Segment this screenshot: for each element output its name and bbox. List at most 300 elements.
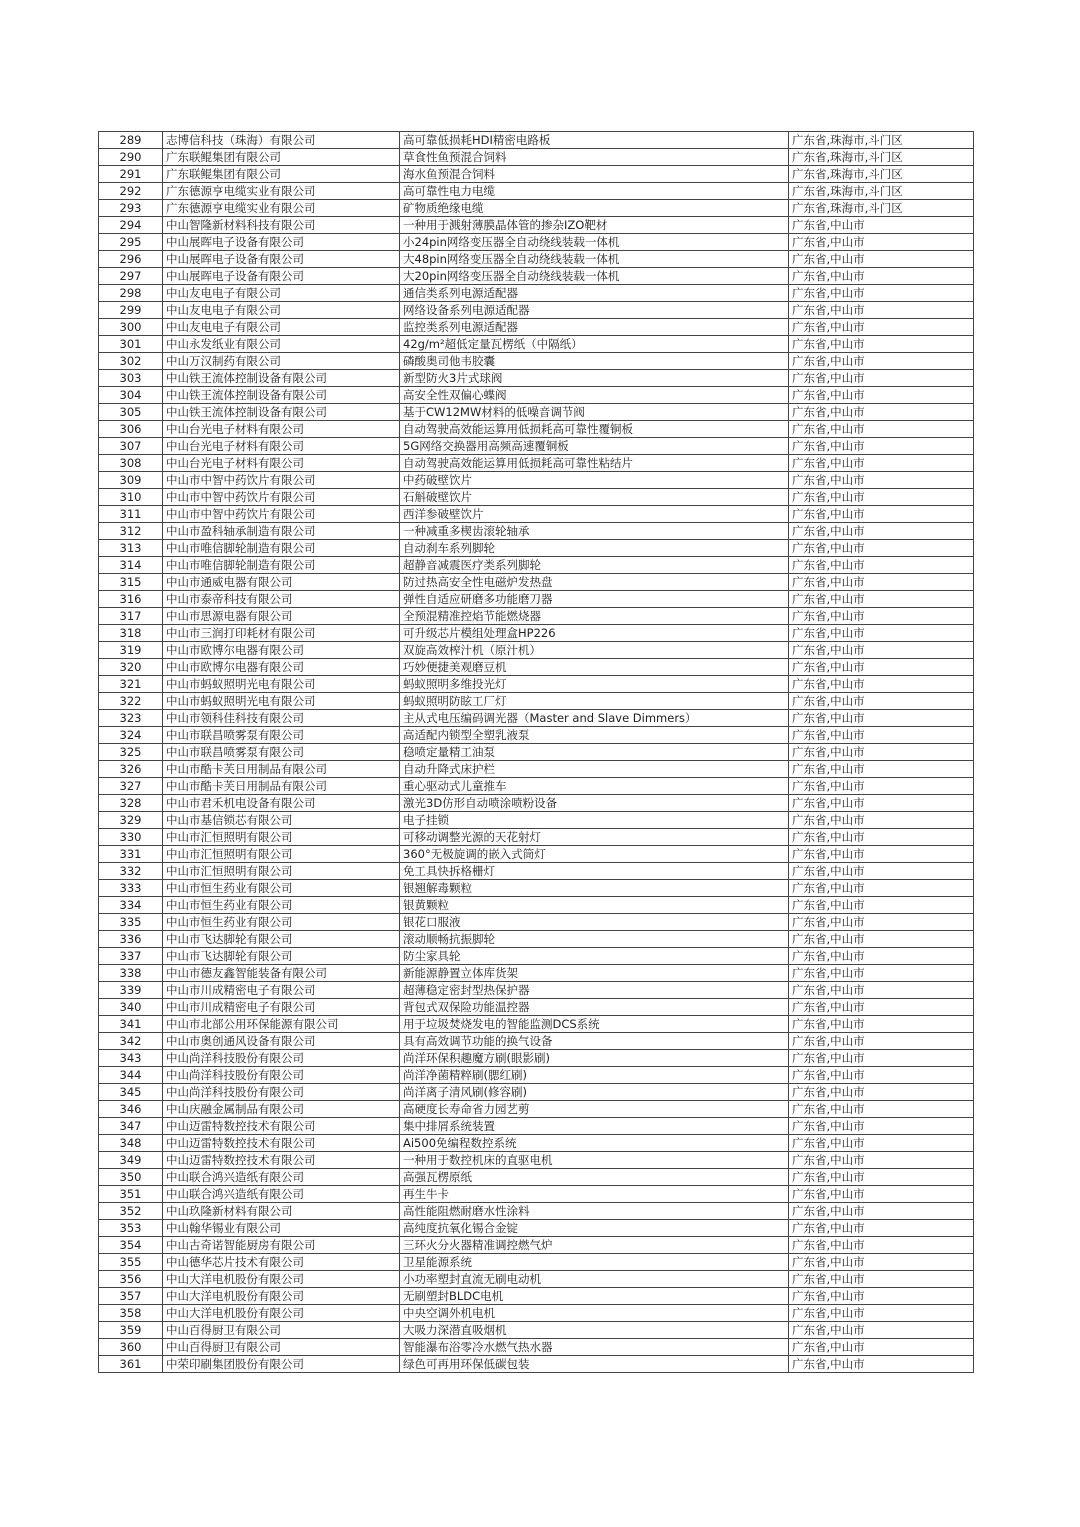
table-row	[99, 489, 974, 506]
company-name: 中山万汉制药有限公司	[163, 353, 400, 370]
table-row	[99, 880, 974, 897]
region: 广东省,中山市	[789, 812, 974, 829]
row-number: 314	[99, 557, 163, 574]
table-row	[99, 438, 974, 455]
row-number: 328	[99, 795, 163, 812]
table-row	[99, 1169, 974, 1186]
row-number: 331	[99, 846, 163, 863]
region: 广东省,中山市	[789, 1186, 974, 1203]
row-number: 289	[99, 132, 163, 149]
company-name: 广东德源亨电缆实业有限公司	[163, 200, 400, 217]
company-name: 中山迈雷特数控技术有限公司	[163, 1118, 400, 1135]
product-name: 42g/m²超低定量瓦楞纸（中隔纸）	[400, 336, 789, 353]
product-name: 银黄颗粒	[400, 897, 789, 914]
row-number: 342	[99, 1033, 163, 1050]
product-name: 超薄稳定密封型热保护器	[400, 982, 789, 999]
table-row	[99, 931, 974, 948]
row-number: 306	[99, 421, 163, 438]
row-number: 354	[99, 1237, 163, 1254]
row-number: 304	[99, 387, 163, 404]
company-name: 中山古奇诺智能厨房有限公司	[163, 1237, 400, 1254]
company-name: 广东联鲲集团有限公司	[163, 166, 400, 183]
table-row	[99, 251, 974, 268]
table-row	[99, 387, 974, 404]
product-name: 高适配内锁型全塑乳液泵	[400, 727, 789, 744]
table-row	[99, 914, 974, 931]
table-row	[99, 540, 974, 557]
product-name: 360°无极旋调的嵌入式筒灯	[400, 846, 789, 863]
table-row	[99, 370, 974, 387]
product-name: 尚洋离子清风刷(修容刷)	[400, 1084, 789, 1101]
row-number: 333	[99, 880, 163, 897]
company-name: 中山台光电子材料有限公司	[163, 438, 400, 455]
product-name: 免工具快拆格栅灯	[400, 863, 789, 880]
table-row	[99, 1033, 974, 1050]
product-name: 5G网络交换器用高频高速覆铜板	[400, 438, 789, 455]
row-number: 326	[99, 761, 163, 778]
table-row	[99, 1356, 974, 1373]
row-number: 361	[99, 1356, 163, 1373]
table-row	[99, 149, 974, 166]
company-name: 中山市恒生药业有限公司	[163, 914, 400, 931]
table-row	[99, 846, 974, 863]
product-name: 三环火分火器精准调控燃气炉	[400, 1237, 789, 1254]
table-row	[99, 1016, 974, 1033]
company-name: 中山大洋电机股份有限公司	[163, 1271, 400, 1288]
product-name: 自动驾驶高效能运算用低损耗高可靠性粘结片	[400, 455, 789, 472]
table-row	[99, 710, 974, 727]
company-name: 中山市恒生药业有限公司	[163, 897, 400, 914]
product-name: 滚动顺畅抗振脚轮	[400, 931, 789, 948]
table-row	[99, 982, 974, 999]
row-number: 317	[99, 608, 163, 625]
region: 广东省,中山市	[789, 1118, 974, 1135]
product-name: 草食性鱼预混合饲料	[400, 149, 789, 166]
product-name: 磷酸奥司他韦胶囊	[400, 353, 789, 370]
company-name: 中山市中智中药饮片有限公司	[163, 506, 400, 523]
table-row	[99, 1305, 974, 1322]
region: 广东省,中山市	[789, 1305, 974, 1322]
row-number: 303	[99, 370, 163, 387]
company-name: 中山德华芯片技术有限公司	[163, 1254, 400, 1271]
region: 广东省,中山市	[789, 982, 974, 999]
company-name: 中山迈雷特数控技术有限公司	[163, 1152, 400, 1169]
product-name: 智能瀑布浴零冷水燃气热水器	[400, 1339, 789, 1356]
region: 广东省,中山市	[789, 1067, 974, 1084]
product-name: 一种减重多楔齿滚轮轴承	[400, 523, 789, 540]
row-number: 297	[99, 268, 163, 285]
product-name: 通信类系列电源适配器	[400, 285, 789, 302]
region: 广东省,中山市	[789, 1016, 974, 1033]
table-row	[99, 200, 974, 217]
region: 广东省,中山市	[789, 1084, 974, 1101]
table-row	[99, 574, 974, 591]
region: 广东省,中山市	[789, 1339, 974, 1356]
product-name: 双旋高效榨汁机（原汁机）	[400, 642, 789, 659]
company-name: 中山友电电子有限公司	[163, 285, 400, 302]
product-name: 尚洋净菌精粹刷(腮红刷)	[400, 1067, 789, 1084]
table-row	[99, 132, 974, 149]
region: 广东省,中山市	[789, 268, 974, 285]
table-row	[99, 1152, 974, 1169]
table-row	[99, 166, 974, 183]
product-name: 银花口服液	[400, 914, 789, 931]
table-row	[99, 1271, 974, 1288]
product-name: 防尘家具轮	[400, 948, 789, 965]
product-name: 中央空调外机电机	[400, 1305, 789, 1322]
product-name: 矿物质绝缘电缆	[400, 200, 789, 217]
product-name: 蚂蚁照明防眩工厂灯	[400, 693, 789, 710]
table-row	[99, 608, 974, 625]
region: 广东省,中山市	[789, 1050, 974, 1067]
region: 广东省,中山市	[789, 404, 974, 421]
company-name: 中山市飞达脚轮有限公司	[163, 948, 400, 965]
table-row	[99, 625, 974, 642]
company-name: 中山铁王流体控制设备有限公司	[163, 370, 400, 387]
product-name: 主从式电压编码调光器（Master and Slave Dimmers）	[400, 710, 789, 727]
row-number: 294	[99, 217, 163, 234]
table-row	[99, 217, 974, 234]
region: 广东省,中山市	[789, 1271, 974, 1288]
region: 广东省,中山市	[789, 710, 974, 727]
region: 广东省,中山市	[789, 880, 974, 897]
company-name: 中山市飞达脚轮有限公司	[163, 931, 400, 948]
row-number: 335	[99, 914, 163, 931]
table-row	[99, 421, 974, 438]
product-name: 大20pin网络变压器全自动绕线装载一体机	[400, 268, 789, 285]
region: 广东省,中山市	[789, 965, 974, 982]
region: 广东省,中山市	[789, 523, 974, 540]
company-name: 中山市领科佳科技有限公司	[163, 710, 400, 727]
company-name: 中山市思源电器有限公司	[163, 608, 400, 625]
table-row	[99, 1322, 974, 1339]
region: 广东省,中山市	[789, 897, 974, 914]
table-row	[99, 523, 974, 540]
table-row	[99, 863, 974, 880]
region: 广东省,中山市	[789, 1356, 974, 1373]
company-name: 中山百得厨卫有限公司	[163, 1322, 400, 1339]
region: 广东省,中山市	[789, 778, 974, 795]
company-name: 中山翰华锡业有限公司	[163, 1220, 400, 1237]
region: 广东省,中山市	[789, 1101, 974, 1118]
region: 广东省,中山市	[789, 761, 974, 778]
region: 广东省,中山市	[789, 472, 974, 489]
row-number: 301	[99, 336, 163, 353]
company-name: 中山市恒生药业有限公司	[163, 880, 400, 897]
product-name: 可移动调整光源的天花射灯	[400, 829, 789, 846]
row-number: 356	[99, 1271, 163, 1288]
company-name: 中山市通威电器有限公司	[163, 574, 400, 591]
company-name: 中山百得厨卫有限公司	[163, 1339, 400, 1356]
company-name: 中山市中智中药饮片有限公司	[163, 472, 400, 489]
region: 广东省,中山市	[789, 217, 974, 234]
product-name: 石斛破壁饮片	[400, 489, 789, 506]
row-number: 360	[99, 1339, 163, 1356]
table-row	[99, 948, 974, 965]
row-number: 292	[99, 183, 163, 200]
company-name: 中山台光电子材料有限公司	[163, 455, 400, 472]
region: 广东省,珠海市,斗门区	[789, 132, 974, 149]
region: 广东省,中山市	[789, 693, 974, 710]
region: 广东省,中山市	[789, 302, 974, 319]
product-name: 蚂蚁照明多维投光灯	[400, 676, 789, 693]
row-number: 338	[99, 965, 163, 982]
product-name: 一种用于溅射薄膜晶体管的掺杂IZO靶材	[400, 217, 789, 234]
product-name: 高可靠低损耗HDI精密电路板	[400, 132, 789, 149]
row-number: 332	[99, 863, 163, 880]
product-name: 高强瓦楞原纸	[400, 1169, 789, 1186]
row-number: 318	[99, 625, 163, 642]
region: 广东省,珠海市,斗门区	[789, 183, 974, 200]
table-row	[99, 693, 974, 710]
company-name: 中山市蚂蚁照明光电有限公司	[163, 676, 400, 693]
row-number: 308	[99, 455, 163, 472]
row-number: 330	[99, 829, 163, 846]
region: 广东省,中山市	[789, 234, 974, 251]
region: 广东省,中山市	[789, 948, 974, 965]
product-name: 新能源静置立体库货架	[400, 965, 789, 982]
table-row	[99, 1288, 974, 1305]
product-name: 大48pin网络变压器全自动绕线装载一体机	[400, 251, 789, 268]
table-row	[99, 999, 974, 1016]
row-number: 351	[99, 1186, 163, 1203]
company-name: 中山庆融金属制品有限公司	[163, 1101, 400, 1118]
table-row	[99, 319, 974, 336]
table-row	[99, 1067, 974, 1084]
company-name: 中山展晖电子设备有限公司	[163, 251, 400, 268]
region: 广东省,中山市	[789, 336, 974, 353]
region: 广东省,中山市	[789, 829, 974, 846]
company-name: 中山联合鸿兴造纸有限公司	[163, 1169, 400, 1186]
table-row	[99, 285, 974, 302]
row-number: 305	[99, 404, 163, 421]
row-number: 307	[99, 438, 163, 455]
table-row	[99, 268, 974, 285]
region: 广东省,中山市	[789, 795, 974, 812]
row-number: 355	[99, 1254, 163, 1271]
region: 广东省,中山市	[789, 1203, 974, 1220]
company-name: 中山市欧博尔电器有限公司	[163, 642, 400, 659]
row-number: 315	[99, 574, 163, 591]
region: 广东省,中山市	[789, 353, 974, 370]
company-name: 中山友电电子有限公司	[163, 302, 400, 319]
product-name: 大吸力深潜直吸烟机	[400, 1322, 789, 1339]
region: 广东省,中山市	[789, 999, 974, 1016]
product-name: 高性能阻燃耐磨水性涂料	[400, 1203, 789, 1220]
company-name: 中山市汇恒照明有限公司	[163, 829, 400, 846]
table-row	[99, 1203, 974, 1220]
region: 广东省,中山市	[789, 931, 974, 948]
product-name: 可升级芯片模组处理盒HP226	[400, 625, 789, 642]
row-number: 334	[99, 897, 163, 914]
table-row	[99, 795, 974, 812]
row-number: 299	[99, 302, 163, 319]
product-name: 防过热高安全性电磁炉发热盘	[400, 574, 789, 591]
product-name: 基于CW12MW材料的低噪音调节阀	[400, 404, 789, 421]
region: 广东省,中山市	[789, 1033, 974, 1050]
row-number: 350	[99, 1169, 163, 1186]
row-number: 341	[99, 1016, 163, 1033]
row-number: 309	[99, 472, 163, 489]
row-number: 352	[99, 1203, 163, 1220]
product-name: Ai500免编程数控系统	[400, 1135, 789, 1152]
table-row	[99, 1135, 974, 1152]
product-name: 小24pin网络变压器全自动绕线装载一体机	[400, 234, 789, 251]
row-number: 295	[99, 234, 163, 251]
company-name: 中山市蚂蚁照明光电有限公司	[163, 693, 400, 710]
company-name: 中山市联昌喷雾泵有限公司	[163, 744, 400, 761]
company-name: 广东联鲲集团有限公司	[163, 149, 400, 166]
table-row	[99, 965, 974, 982]
region: 广东省,中山市	[789, 676, 974, 693]
table-row	[99, 676, 974, 693]
product-name: 无刷塑封BLDC电机	[400, 1288, 789, 1305]
company-name: 中山展晖电子设备有限公司	[163, 268, 400, 285]
product-name: 银翘解毒颗粒	[400, 880, 789, 897]
product-name: 巧妙便捷美观磨豆机	[400, 659, 789, 676]
row-number: 319	[99, 642, 163, 659]
region: 广东省,中山市	[789, 319, 974, 336]
product-name: 网络设备系列电源适配器	[400, 302, 789, 319]
company-name: 中山尚洋科技股份有限公司	[163, 1067, 400, 1084]
table-row	[99, 829, 974, 846]
region: 广东省,中山市	[789, 506, 974, 523]
company-name: 中山智隆新材料科技有限公司	[163, 217, 400, 234]
region: 广东省,中山市	[789, 846, 974, 863]
table-row	[99, 727, 974, 744]
region: 广东省,中山市	[789, 421, 974, 438]
company-name: 中山市泰帝科技有限公司	[163, 591, 400, 608]
company-name: 中山市盈科轴承制造有限公司	[163, 523, 400, 540]
product-name: 用于垃圾焚烧发电的智能监测DCS系统	[400, 1016, 789, 1033]
product-name: 具有高效调节功能的换气设备	[400, 1033, 789, 1050]
product-name: 自动刹车系列脚轮	[400, 540, 789, 557]
table-row	[99, 1050, 974, 1067]
row-number: 358	[99, 1305, 163, 1322]
product-name: 激光3D仿形自动喷涂喷粉设备	[400, 795, 789, 812]
product-name: 尚洋环保积趣魔方刷(眼影刷)	[400, 1050, 789, 1067]
region: 广东省,中山市	[789, 557, 974, 574]
company-name: 中山永发纸业有限公司	[163, 336, 400, 353]
region: 广东省,中山市	[789, 370, 974, 387]
table-row	[99, 1254, 974, 1271]
row-number: 298	[99, 285, 163, 302]
table-row	[99, 455, 974, 472]
row-number: 348	[99, 1135, 163, 1152]
region: 广东省,中山市	[789, 438, 974, 455]
row-number: 290	[99, 149, 163, 166]
company-name: 中山市三润打印耗材有限公司	[163, 625, 400, 642]
region: 广东省,中山市	[789, 744, 974, 761]
product-name: 西洋参破壁饮片	[400, 506, 789, 523]
company-name: 中山联合鸿兴造纸有限公司	[163, 1186, 400, 1203]
company-name: 中山市君禾机电设备有限公司	[163, 795, 400, 812]
product-name: 稳喷定量精工油泵	[400, 744, 789, 761]
product-name: 全预混精准控焰节能燃烧器	[400, 608, 789, 625]
table-row	[99, 472, 974, 489]
row-number: 344	[99, 1067, 163, 1084]
product-name: 弹性自适应研磨多功能磨刀器	[400, 591, 789, 608]
table-row	[99, 302, 974, 319]
row-number: 316	[99, 591, 163, 608]
row-number: 291	[99, 166, 163, 183]
company-name: 中山市汇恒照明有限公司	[163, 863, 400, 880]
company-name: 中山市唯信脚轮制造有限公司	[163, 557, 400, 574]
product-name: 绿色可再用环保低碳包装	[400, 1356, 789, 1373]
row-number: 320	[99, 659, 163, 676]
company-name: 中山铁王流体控制设备有限公司	[163, 387, 400, 404]
table-row	[99, 642, 974, 659]
product-name: 海水鱼预混合饲料	[400, 166, 789, 183]
company-name: 中山市奥创通风设备有限公司	[163, 1033, 400, 1050]
company-name: 中山友电电子有限公司	[163, 319, 400, 336]
table-row	[99, 557, 974, 574]
table-row	[99, 404, 974, 421]
company-name: 中山市德友鑫智能装备有限公司	[163, 965, 400, 982]
region: 广东省,中山市	[789, 1288, 974, 1305]
product-name: 高可靠性电力电缆	[400, 183, 789, 200]
region: 广东省,中山市	[789, 540, 974, 557]
company-name: 中山市欧博尔电器有限公司	[163, 659, 400, 676]
company-name: 中山大洋电机股份有限公司	[163, 1305, 400, 1322]
table-row	[99, 1237, 974, 1254]
table-body	[99, 132, 974, 1373]
table-row	[99, 1118, 974, 1135]
region: 广东省,珠海市,斗门区	[789, 149, 974, 166]
region: 广东省,中山市	[789, 863, 974, 880]
table-row	[99, 1084, 974, 1101]
table-row	[99, 778, 974, 795]
row-number: 343	[99, 1050, 163, 1067]
region: 广东省,中山市	[789, 1152, 974, 1169]
row-number: 312	[99, 523, 163, 540]
row-number: 313	[99, 540, 163, 557]
company-name: 中山展晖电子设备有限公司	[163, 234, 400, 251]
region: 广东省,中山市	[789, 1169, 974, 1186]
region: 广东省,中山市	[789, 1237, 974, 1254]
row-number: 325	[99, 744, 163, 761]
row-number: 302	[99, 353, 163, 370]
table-row	[99, 1186, 974, 1203]
table-row	[99, 744, 974, 761]
table-row	[99, 183, 974, 200]
table-row	[99, 812, 974, 829]
region: 广东省,中山市	[789, 1220, 974, 1237]
product-name: 再生牛卡	[400, 1186, 789, 1203]
product-name: 高纯度抗氧化锡合金锭	[400, 1220, 789, 1237]
region: 广东省,珠海市,斗门区	[789, 200, 974, 217]
company-name: 中山市北部公用环保能源有限公司	[163, 1016, 400, 1033]
company-name: 中山市川成精密电子有限公司	[163, 999, 400, 1016]
row-number: 310	[99, 489, 163, 506]
company-name: 中山迈雷特数控技术有限公司	[163, 1135, 400, 1152]
table-row	[99, 336, 974, 353]
row-number: 357	[99, 1288, 163, 1305]
row-number: 336	[99, 931, 163, 948]
row-number: 347	[99, 1118, 163, 1135]
region: 广东省,中山市	[789, 914, 974, 931]
row-number: 329	[99, 812, 163, 829]
product-name: 电子挂锁	[400, 812, 789, 829]
row-number: 311	[99, 506, 163, 523]
row-number: 359	[99, 1322, 163, 1339]
company-name: 中山尚洋科技股份有限公司	[163, 1084, 400, 1101]
product-name: 重心驱动式儿童推车	[400, 778, 789, 795]
table-row	[99, 506, 974, 523]
region: 广东省,中山市	[789, 574, 974, 591]
row-number: 339	[99, 982, 163, 999]
company-name: 中山尚洋科技股份有限公司	[163, 1050, 400, 1067]
